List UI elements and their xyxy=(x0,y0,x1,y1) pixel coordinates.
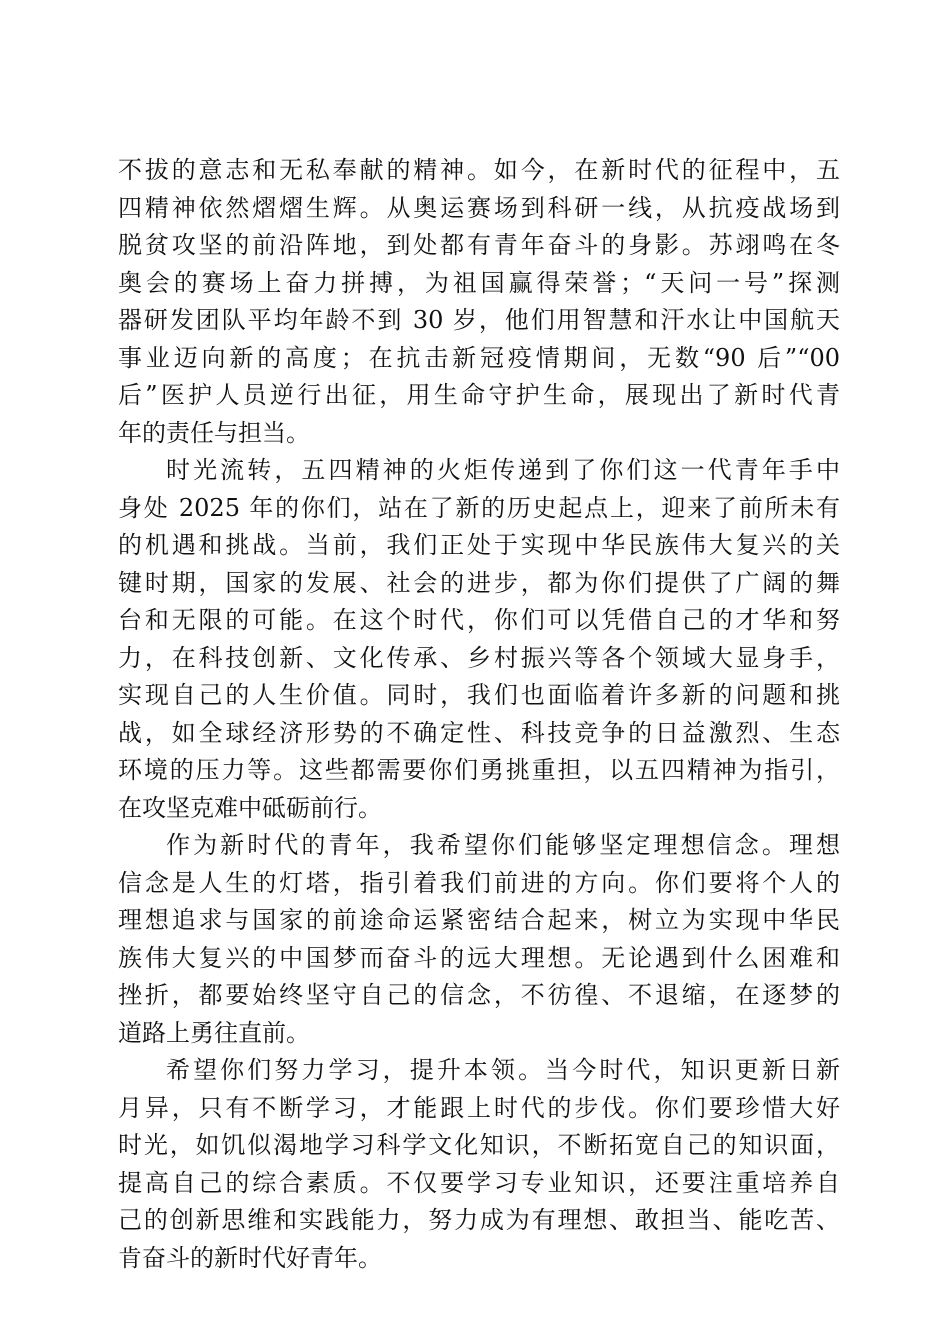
text-line: 信念是人生的灯塔，指引着我们前进的方向。你们要将个人的 xyxy=(118,868,840,897)
text-line: 四精神依然熠熠生辉。从奥运赛场到科研一线，从抗疫战场到 xyxy=(118,193,840,222)
text-line: 战，如全球经济形势的不确定性、科技竞争的日益激烈、生态 xyxy=(118,718,840,747)
text-line: 台和无限的可能。在这个时代，你们可以凭借自己的才华和努 xyxy=(118,606,840,634)
text-line: 键时期，国家的发展、社会的进步，都为你们提供了广阔的舞 xyxy=(118,568,840,597)
paragraph-1 xyxy=(118,152,840,452)
text-line: 道路上勇往直前。 xyxy=(118,1018,310,1047)
text-line: 肯奋斗的新时代好青年。 xyxy=(118,1243,382,1272)
text-line: 奥会的赛场上奋力拼搏，为祖国赢得荣誉；“天问一号”探测 xyxy=(118,268,840,297)
text-line: 事业迈向新的高度；在抗击新冠疫情期间，无数“90 后”“00 xyxy=(118,343,840,372)
text-line: 理想追求与国家的前途命运紧密结合起来，树立为实现中华民 xyxy=(118,906,840,934)
text-line: 不拔的意志和无私奉献的精神。如今，在新时代的征程中，五 xyxy=(118,156,840,184)
paragraph-4 xyxy=(118,1052,840,1277)
document-body xyxy=(118,152,840,1277)
text-line: 的机遇和挑战。当前，我们正处于实现中华民族伟大复兴的关 xyxy=(118,531,840,559)
text-line: 实现自己的人生价值。同时，我们也面临着许多新的问题和挑 xyxy=(118,681,840,709)
paragraph-2 xyxy=(118,452,840,827)
text-line: 希望你们努力学习，提升本领。当今时代，知识更新日新 xyxy=(166,1056,840,1084)
text-line: 在攻坚克难中砥砺前行。 xyxy=(118,793,382,822)
text-line: 时光流转，五四精神的火炬传递到了你们这一代青年手中 xyxy=(166,456,840,484)
text-line: 挫折，都要始终坚守自己的信念，不彷徨、不退缩，在逐梦的 xyxy=(118,981,840,1009)
text-line: 作为新时代的青年，我希望你们能够坚定理想信念。理想 xyxy=(166,831,840,859)
text-line: 族伟大复兴的中国梦而奋斗的远大理想。无论遇到什么困难和 xyxy=(118,943,840,972)
text-line: 力，在科技创新、文化传承、乡村振兴等各个领域大显身手， xyxy=(118,643,840,672)
paragraph-3 xyxy=(118,827,840,1052)
text-line: 脱贫攻坚的前沿阵地，到处都有青年奋斗的身影。苏翊鸣在冬 xyxy=(118,231,840,259)
text-line: 时光，如饥似渴地学习科学文化知识，不断拓宽自己的知识面， xyxy=(118,1131,840,1159)
text-line: 后”医护人员逆行出征，用生命守护生命，展现出了新时代青 xyxy=(118,381,840,409)
text-line: 器研发团队平均年龄不到 30 岁，他们用智慧和汗水让中国航天 xyxy=(118,306,840,334)
text-line: 己的创新思维和实践能力，努力成为有理想、敢担当、能吃苦、 xyxy=(118,1206,840,1234)
text-line: 环境的压力等。这些都需要你们勇挑重担，以五四精神为指引， xyxy=(118,756,840,784)
text-line: 月异，只有不断学习，才能跟上时代的步伐。你们要珍惜大好 xyxy=(118,1093,840,1122)
text-line: 年的责任与担当。 xyxy=(118,418,310,447)
text-line: 提高自己的综合素质。不仅要学习专业知识，还要注重培养自 xyxy=(118,1168,840,1197)
text-line: 身处 2025 年的你们，站在了新的历史起点上，迎来了前所未有 xyxy=(118,493,840,522)
